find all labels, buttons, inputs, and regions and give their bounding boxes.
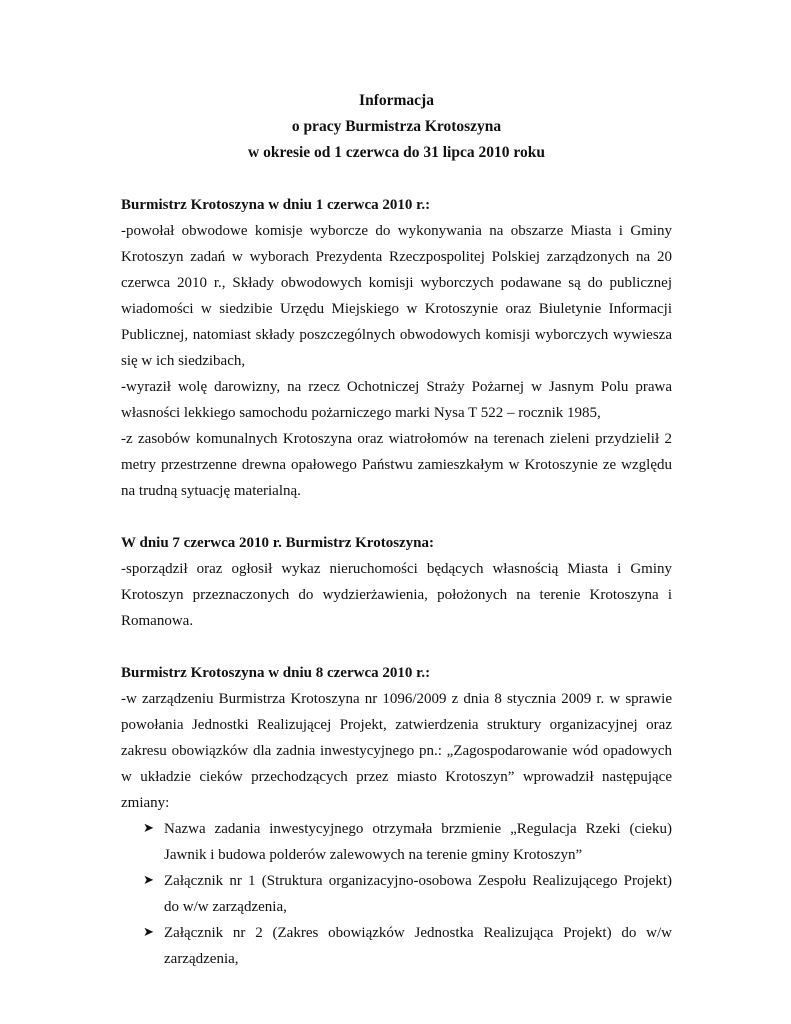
paragraph: -z zasobów komunalnych Krotoszyna oraz wiatrołomów na terenach zieleni przydzielił 2 metry przestrzenne drewna opałowego Państwu zamieszkałym w Krotoszynie ze względu na trudną sytuację materialną. [121, 431, 672, 499]
section-heading: W dniu 7 czerwca 2010 r. Burmistrz Krotoszyna: [121, 535, 435, 551]
document-page [121, 88, 672, 972]
list-item-text: Nazwa zadania inwestycyjnego otrzymała brzmienie „Regulacja Rzeki (cieku) Jawnik i budowa polderów zalewowych na terenie gminy Krotoszyn” [164, 821, 672, 863]
list-item [121, 868, 672, 920]
title-line-1: Informacja [359, 92, 434, 109]
title-line-2: o pracy Burmistrza Krotoszyna [291, 118, 502, 135]
list-item [121, 816, 672, 868]
section-heading: Burmistrz Krotoszyna w dniu 8 czerwca 2010 r.: [121, 665, 431, 681]
arrow-bullet-icon: ➤ [143, 873, 154, 888]
paragraph: -powołał obwodowe komisje wyborcze do wykonywania na obszarze Miasta i Gminy Krotoszyn zadań w wyborach Prezydenta Rzeczpospolitej Polskiej zarządzonych na 20 czerwca 2010 r., Składy obwodowych komisji wyborczych podawane są do publicznej wiadomości w siedzibie Urzędu Miejskiego w Krotoszynie oraz Biuletynie Informacji Publicznej, natomiast składy poszczególnych obwodowych komisji wyborczych wywiesza się w ich siedzibach, [121, 223, 672, 369]
section-heading: Burmistrz Krotoszyna w dniu 1 czerwca 2010 r.: [121, 197, 431, 213]
document-title [121, 88, 672, 166]
paragraph: -sporządził oraz ogłosił wykaz nieruchomości będących własnością Miasta i Gminy Krotoszyn przeznaczonych do wydzierżawienia, położonych na terenie Krotoszyna i Romanowa. [121, 561, 672, 629]
section-june-7 [121, 530, 672, 634]
section-june-8 [121, 660, 672, 972]
paragraph: -wyraził wolę darowizny, na rzecz Ochotniczej Straży Pożarnej w Jasnym Polu prawa własności lekkiego samochodu pożarniczego marki Nysa T 522 – rocznik 1985, [121, 379, 672, 421]
list-item-text: Załącznik nr 2 (Zakres obowiązków Jednostka Realizująca Projekt) do w/w zarządzenia, [164, 925, 672, 967]
title-line-3: w okresie od 1 czerwca do 31 lipca 2010 roku [248, 144, 545, 161]
arrow-bullet-icon: ➤ [143, 821, 154, 836]
bullet-list [121, 816, 672, 972]
section-june-1 [121, 192, 672, 504]
arrow-bullet-icon: ➤ [143, 925, 154, 940]
list-item [121, 920, 672, 972]
paragraph: -w zarządzeniu Burmistrza Krotoszyna nr 1096/2009 z dnia 8 stycznia 2009 r. w sprawie powołania Jednostki Realizującej Projekt, zatwierdzenia struktury organizacyjnej oraz zakresu obowiązków dla zadnia inwestycyjnego pn.: „Zagospodarowanie wód opadowych w układzie cieków przechodzących przez miasto Krotoszyn” wprowadził następujące zmiany: [121, 691, 672, 811]
list-item-text: Załącznik nr 1 (Struktura organizacyjno-osobowa Zespołu Realizującego Projekt) do w/w zarządzenia, [164, 873, 672, 915]
